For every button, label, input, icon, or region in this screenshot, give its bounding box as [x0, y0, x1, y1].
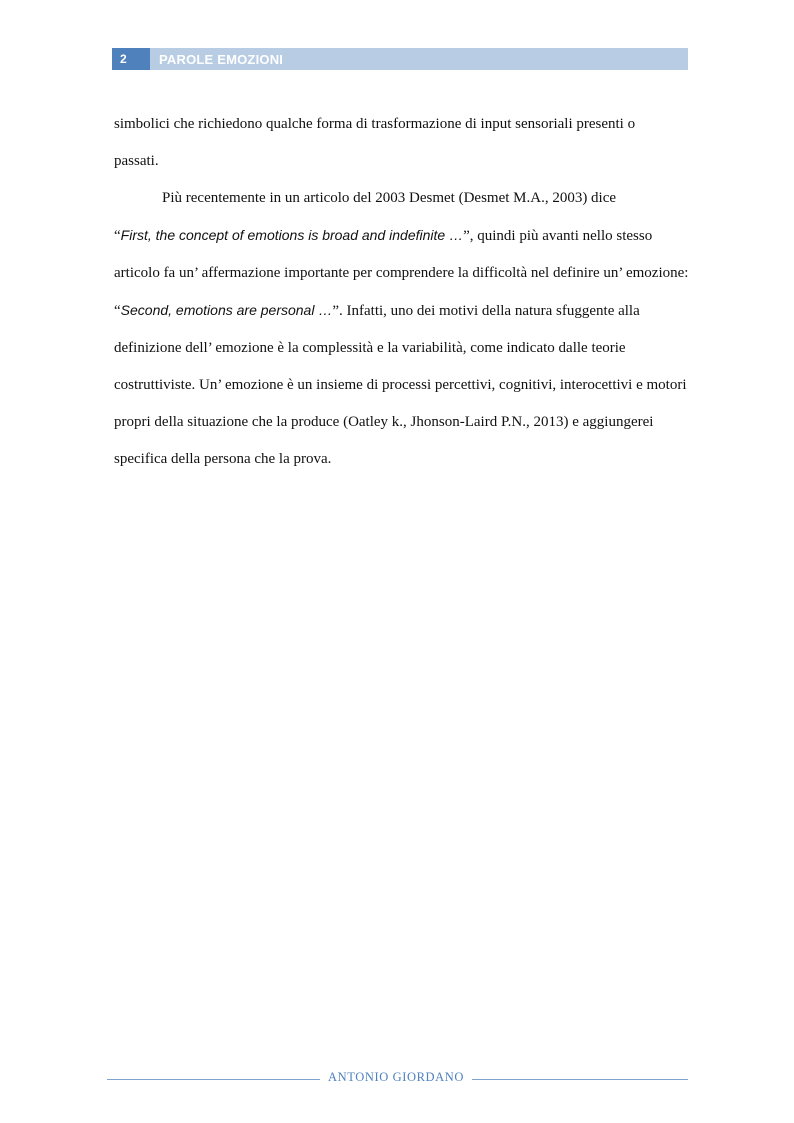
- quote-first: First, the concept of emotions is broad and indefinite …: [120, 227, 464, 243]
- quote-second: Second, emotions are personal …: [120, 302, 333, 318]
- text-line: passati.: [114, 153, 159, 169]
- running-header-title: PAROLE EMOZIONI: [159, 52, 284, 67]
- footer-rule-right: [472, 1079, 688, 1080]
- paragraph-continuation: [114, 106, 694, 180]
- text-line: simbolici che richiedono qualche forma di trasformazione di input sensoriali presenti o: [114, 116, 636, 132]
- paragraph-tail: ”. Infatti, uno dei motivi della natura sfuggente alla definizione dell’ emozione è la complessità e la variabilità, come indicato dalle teorie costruttiviste. Un’ emozione è un insieme di processi percettivi, cognitivi, interocettivi e motori propri della situazione che la produce (Oatley k., Jhonson-Laird P.N., 2013) e aggiungerei specifica della persona che la prova.: [114, 303, 687, 467]
- paragraph-middle: ”, quindi più avanti nello stesso articolo fa un’ affermazione importante per comprendere la difficoltà nel definire un’ emozione: “: [114, 228, 689, 319]
- body-text: [114, 106, 694, 478]
- paragraph-desmet: [114, 180, 694, 478]
- footer-author: ANTONIO GIORDANO: [327, 1070, 465, 1084]
- quote-mark: “: [114, 228, 121, 244]
- page-number: 2: [112, 48, 150, 70]
- paragraph-lead: Più recentemente in un articolo del 2003 Desmet (Desmet M.A., 2003) dice: [162, 190, 617, 206]
- footer-rule-left: [107, 1079, 320, 1080]
